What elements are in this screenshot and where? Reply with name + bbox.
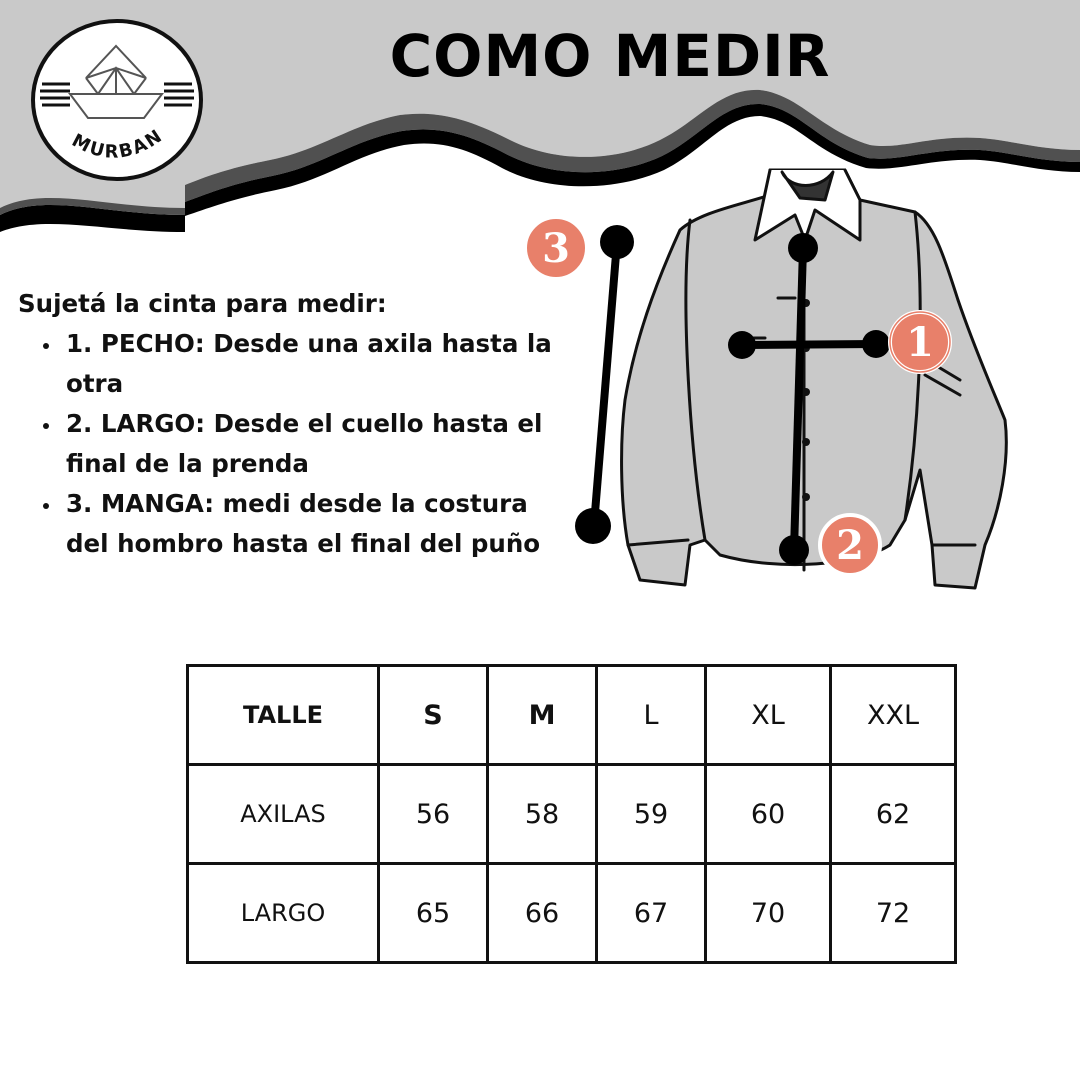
marker-1-badge	[890, 312, 950, 372]
row-label-largo: LARGO	[188, 864, 379, 963]
marker-2-label: 2	[836, 522, 864, 569]
header-size-xl: XL	[706, 666, 831, 765]
marker-3-badge	[525, 217, 587, 279]
table-cell: 60	[706, 765, 831, 864]
table-cell: 66	[488, 864, 597, 963]
table-cell: 58	[488, 765, 597, 864]
measuring-instructions	[18, 284, 578, 564]
marker-3-label: 3	[542, 225, 570, 272]
table-cell: 62	[831, 765, 956, 864]
header-size-s: S	[379, 666, 488, 765]
marker-2-badge	[820, 515, 880, 575]
brand-name: MURBAN	[68, 124, 168, 163]
table-cell: 72	[831, 864, 956, 963]
header-size-xxl: XXL	[831, 666, 956, 765]
table-row-largo	[188, 864, 956, 963]
marker-1-label: 1	[906, 319, 934, 366]
row-label-axilas: AXILAS	[188, 765, 379, 864]
instruction-length: • 2. LARGO: Desde el cuello hasta el final de la prenda	[62, 404, 578, 484]
header-size-m: M	[488, 666, 597, 765]
table-cell: 65	[379, 864, 488, 963]
table-cell: 56	[379, 765, 488, 864]
murban-logo	[28, 16, 206, 184]
instructions-list	[18, 324, 578, 564]
instructions-intro: Sujetá la cinta para medir:	[18, 289, 387, 318]
shirt-illustration	[622, 170, 1007, 588]
table-cell: 70	[706, 864, 831, 963]
page-title: COMO MEDIR	[389, 22, 831, 90]
header-size-l: L	[597, 666, 706, 765]
table-header-row	[188, 666, 956, 765]
size-chart-table	[186, 664, 957, 964]
header-talle: TALLE	[188, 666, 379, 765]
instruction-sleeve: • 3. MANGA: medi desde la costura del hombro hasta el final del puño	[62, 484, 578, 564]
table-cell: 59	[597, 765, 706, 864]
table-cell: 67	[597, 864, 706, 963]
shirt-measurement-diagram	[520, 150, 1020, 600]
table-row-axilas	[188, 765, 956, 864]
instruction-chest: • 1. PECHO: Desde una axila hasta la otra	[62, 324, 578, 404]
